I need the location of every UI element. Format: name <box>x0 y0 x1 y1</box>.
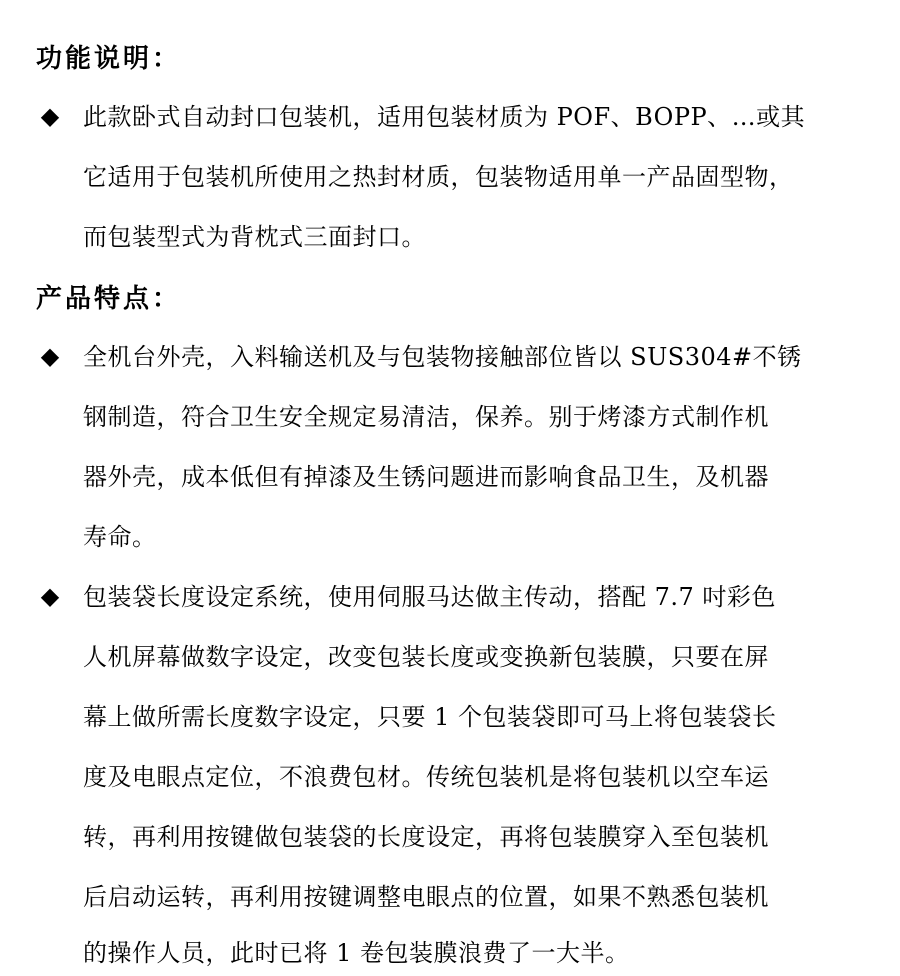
paragraph-line: 此款卧式自动封口包装机，适用包装材质为 POF、BOPP、…或其 <box>83 103 806 131</box>
paragraph-line: 包装袋长度设定系统，使用伺服马达做主传动，搭配 7.7 吋彩色 <box>83 583 776 611</box>
paragraph-line: 全机台外壳，入料输送机及与包装物接触部位皆以 SUS304#不锈 <box>83 343 802 371</box>
paragraph-line: 钢制造，符合卫生安全规定易清洁，保养。别于烤漆方式制作机 <box>83 403 769 431</box>
paragraph-line: 而包装型式为背枕式三面封口。 <box>83 223 426 251</box>
diamond-bullet-icon: ◆ <box>40 582 60 610</box>
paragraph-line: 度及电眼点定位，不浪费包材。传统包装机是将包装机以空车运 <box>83 763 769 791</box>
paragraph-line: 寿命。 <box>83 523 157 551</box>
section-heading-features: 产品特点： <box>36 284 182 314</box>
diamond-bullet-icon: ◆ <box>40 342 60 370</box>
paragraph-line: 它适用于包装机所使用之热封材质，包装物适用单一产品固型物， <box>83 163 794 191</box>
paragraph-line: 的操作人员，此时已将 1 卷包装膜浪费了一大半。 <box>83 939 630 967</box>
diamond-bullet-icon: ◆ <box>40 102 60 130</box>
paragraph-line: 人机屏幕做数字设定，改变包装长度或变换新包装膜，只要在屏 <box>83 643 769 671</box>
paragraph-line: 器外壳，成本低但有掉漆及生锈问题进而影响食品卫生，及机器 <box>83 463 769 491</box>
section-heading-functions: 功能说明： <box>36 44 182 74</box>
paragraph-line: 转，再利用按键做包装袋的长度设定，再将包装膜穿入至包装机 <box>83 823 769 851</box>
paragraph-line: 幕上做所需长度数字设定，只要 1 个包装袋即可马上将包装袋长 <box>83 703 777 731</box>
paragraph-line: 后启动运转，再利用按键调整电眼点的位置，如果不熟悉包装机 <box>83 883 769 911</box>
